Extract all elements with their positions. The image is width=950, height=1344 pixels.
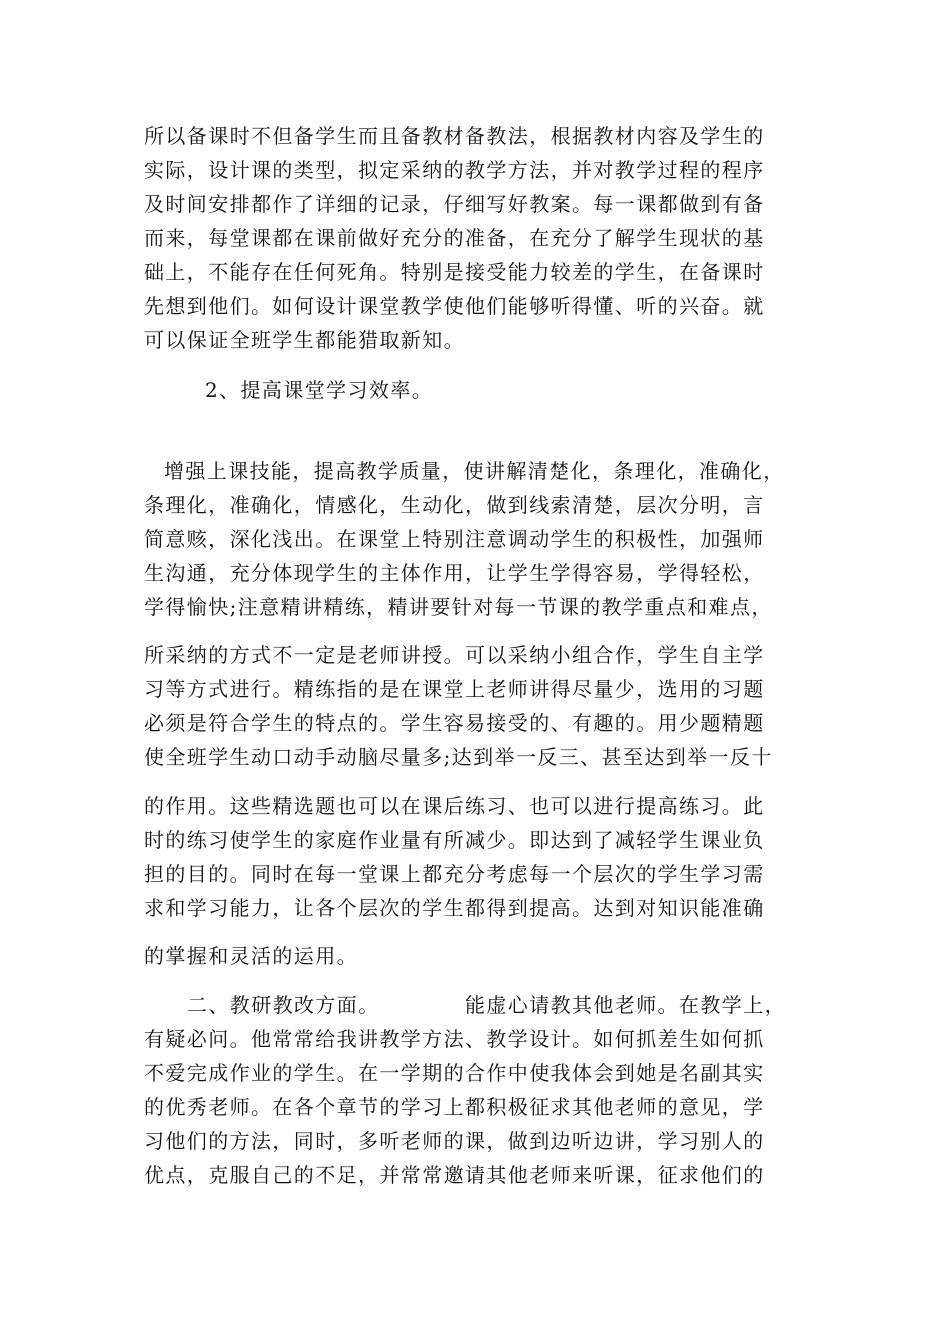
body-text-line: 及时间安排都作了详细的记录，仔细写好教案。每一课都做到有备 xyxy=(144,192,765,216)
body-text-line: 的掌握和灵活的运用。 xyxy=(144,944,358,968)
body-text-line: 能虚心请教其他老师。在教学上， xyxy=(465,993,786,1017)
body-text-line: 习他们的方法，同时，多听老师的课，做到边听边讲，学习别人的 xyxy=(144,1129,765,1153)
body-text-line: 可以保证全班学生都能猎取新知。 xyxy=(144,328,465,352)
body-text-line: 必须是符合学生的特点的。学生容易接受的、有趣的。用少题精题 xyxy=(144,711,765,735)
section-heading: 二、教研教改方面。 xyxy=(187,993,380,1017)
body-text-line: 习等方式进行。精练指的是在课堂上老师讲得尽量少，选用的习题 xyxy=(144,677,765,701)
body-text-line: 的优秀老师。在各个章节的学习上都积极征求其他老师的意见，学 xyxy=(144,1095,765,1119)
body-text-line: 有疑必问。他常常给我讲教学方法、教学设计。如何抓差生如何抓 xyxy=(144,1027,765,1051)
body-text-line: 所以备课时不但备学生而且备教材备教法，根据教材内容及学生的 xyxy=(144,124,765,148)
body-text-line: 生沟通，充分体现学生的主体作用，让学生学得容易，学得轻松， xyxy=(144,561,765,585)
body-text-line: 使全班学生动口动手动脑尽量多;达到举一反三、甚至达到举一反十 xyxy=(144,745,773,769)
body-text-line: 实际，设计课的类型，拟定采纳的教学方法，并对教学过程的程序 xyxy=(144,158,765,182)
body-text-line: 础上，不能存在任何死角。特别是接受能力较差的学生，在备课时 xyxy=(144,260,765,284)
body-text-line: 而来，每堂课都在课前做好充分的准备，在充分了解学生现状的基 xyxy=(144,226,765,250)
body-text-line: 学得愉快;注意精讲精练，精讲要针对每一节课的教学重点和难点， xyxy=(144,595,773,619)
body-text-line: 简意赅，深化浅出。在课堂上特别注意调动学生的积极性，加强师 xyxy=(144,527,765,551)
body-text-line: 先想到他们。如何设计课堂教学使他们能够听得懂、听的兴奋。就 xyxy=(144,294,765,318)
body-text-line: 条理化，准确化，情感化，生动化，做到线索清楚，层次分明，言 xyxy=(144,493,765,517)
body-text-line: 不爱完成作业的学生。在一学期的合作中使我体会到她是名副其实 xyxy=(144,1061,765,1085)
body-text-line: 所采纳的方式不一定是老师讲授。可以采纳小组合作，学生自主学 xyxy=(144,643,765,667)
body-text-line: 增强上课技能，提高教学质量，使讲解清楚化，条理化，准确化， xyxy=(164,459,785,483)
body-text-line: 的作用。这些精选题也可以在课后练习、也可以进行提高练习。此 xyxy=(144,794,765,818)
body-text-line: 优点，克服自己的不足，并常常邀请其他老师来听课，征求他们的 xyxy=(144,1163,765,1187)
body-text-line: 时的练习使学生的家庭作业量有所减少。即达到了减轻学生课业负 xyxy=(144,828,765,852)
subheading: 2、提高课堂学习效率。 xyxy=(205,378,434,402)
body-text-line: 担的目的。同时在每一堂课上都充分考虑每一个层次的学生学习需 xyxy=(144,862,765,886)
body-text-line: 求和学习能力，让各个层次的学生都得到提高。达到对知识能准确 xyxy=(144,896,765,920)
